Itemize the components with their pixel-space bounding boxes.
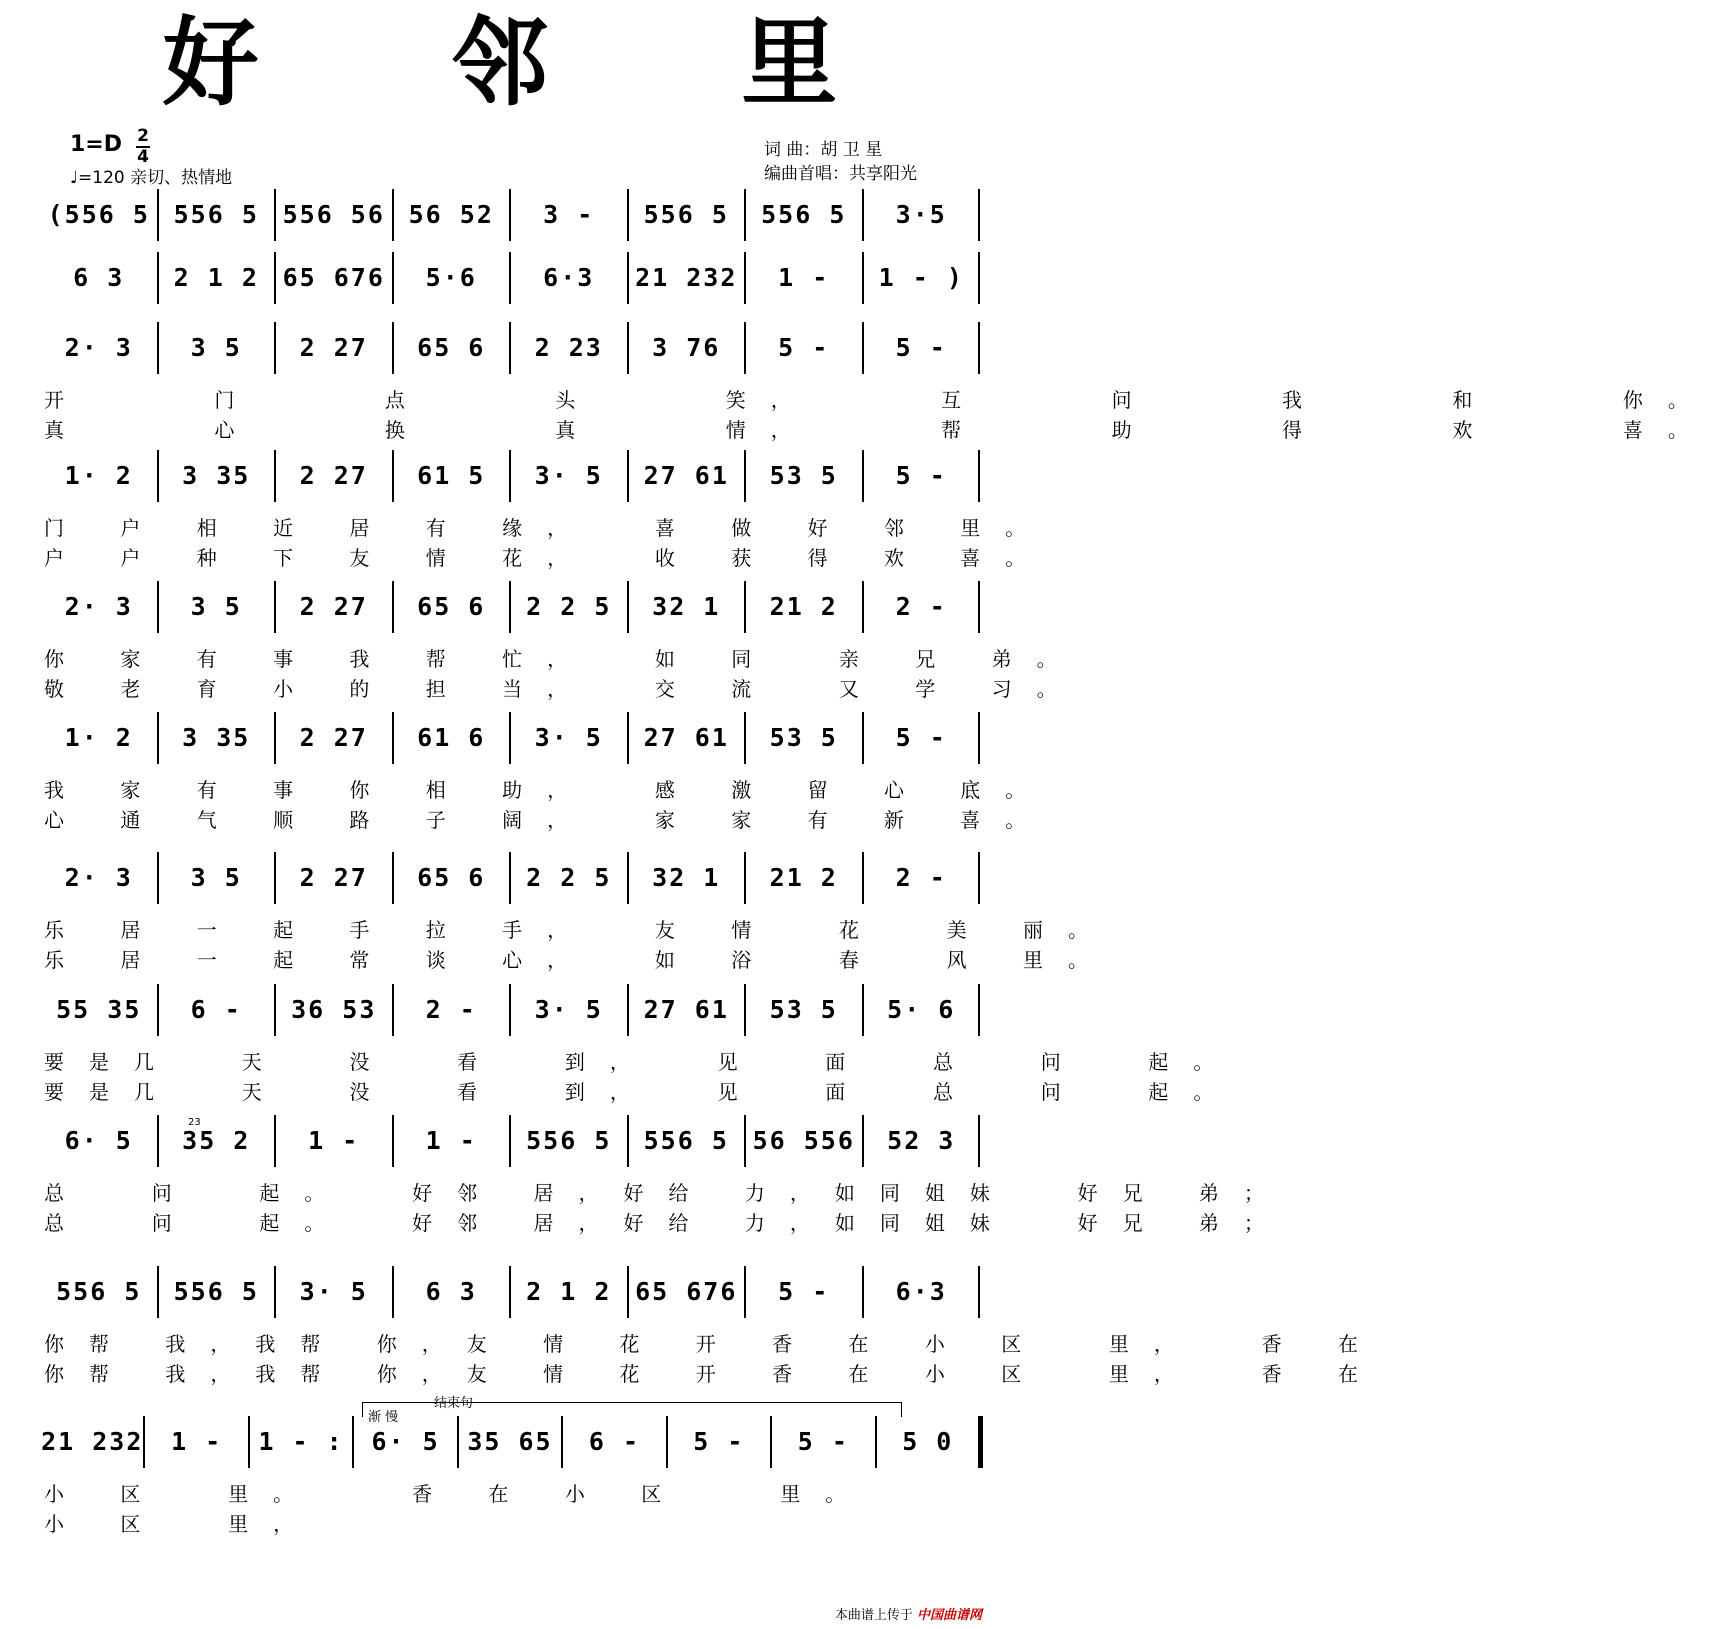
measure: 36 53	[291, 995, 377, 1024]
barline	[627, 1115, 629, 1167]
measure: 61 5	[417, 461, 486, 490]
notes-line	[40, 258, 980, 298]
barline	[978, 712, 980, 764]
measure: 1 - :	[258, 1427, 344, 1456]
grace-note: 23	[188, 1117, 201, 1128]
measure: 35 2	[182, 1126, 251, 1155]
notes-line	[40, 1121, 980, 1161]
barline	[978, 322, 980, 374]
lyrics-line-2: 总 问 起。 好邻 居，好给 力，如同姐妹 好兄 弟；	[44, 1211, 1289, 1235]
measure: 2 2 5	[526, 592, 612, 621]
footer: 本曲谱上传于 中国曲谱网	[834, 1608, 982, 1623]
barline	[744, 450, 746, 502]
measure: (556 5	[47, 200, 150, 229]
measure: 6·3	[543, 263, 595, 292]
measure: 1· 2	[64, 723, 133, 752]
barline	[744, 1266, 746, 1318]
barline	[392, 712, 394, 764]
measure: 6 3	[425, 1277, 477, 1306]
site-logo: 中国曲谱网	[916, 1608, 982, 1623]
barline	[157, 984, 159, 1036]
barline	[392, 1266, 394, 1318]
measure: 56 52	[408, 200, 494, 229]
barline	[627, 322, 629, 374]
measure: 3 76	[652, 333, 721, 362]
barline	[392, 1115, 394, 1167]
lyrics-line-2: 要是几 天 没 看 到， 见 面 总 问 起。	[44, 1080, 1239, 1104]
barline	[862, 852, 864, 904]
measure: 65 6	[417, 592, 486, 621]
lyrics-line-1: 你 家 有 事 我 帮 忙， 如 同 亲 兄 弟。	[44, 647, 1082, 671]
lyrics-line-2: 你帮 我，我帮 你，友 情 花 开 香 在 小 区 里， 香 在	[44, 1362, 1384, 1386]
measure: 3· 5	[534, 723, 603, 752]
barline	[978, 984, 980, 1036]
barline	[862, 581, 864, 633]
measure: 6 -	[190, 995, 242, 1024]
barline	[978, 1266, 980, 1318]
measure: 5 -	[895, 461, 947, 490]
measure: 2 27	[299, 863, 368, 892]
measure: 3 5	[190, 592, 242, 621]
barline	[744, 322, 746, 374]
measure: 53 5	[769, 461, 838, 490]
barline	[862, 1266, 864, 1318]
barline	[157, 581, 159, 633]
barline	[392, 252, 394, 304]
measure: 56 556	[752, 1126, 855, 1155]
measure: 3· 5	[534, 461, 603, 490]
measure: 556 5	[761, 200, 847, 229]
notes-line	[40, 718, 980, 758]
notes-line	[40, 1272, 980, 1312]
lyrics-line-1: 总 问 起。 好邻 居，好给 力，如同姐妹 好兄 弟；	[44, 1181, 1289, 1205]
ritardando-mark: 渐 慢	[368, 1410, 399, 1425]
lyrics-line-1: 开 门 点 头 笑， 互 问 我 和 你。	[44, 388, 1713, 412]
measure: 6·3	[895, 1277, 947, 1306]
measure: 3· 5	[534, 995, 603, 1024]
notes-line	[40, 858, 980, 898]
measure: 556 5	[173, 200, 259, 229]
credits	[764, 138, 917, 186]
barline	[157, 322, 159, 374]
barline	[862, 712, 864, 764]
measure: 6 -	[588, 1427, 641, 1456]
tempo-marking: ♩=120 亲切、热情地	[70, 168, 233, 188]
measure: 5 -	[778, 333, 830, 362]
barline	[627, 1266, 629, 1318]
lyrics-line-2: 敬 老 育 小 的 担 当， 交 流 又 学 习。	[44, 677, 1082, 701]
barline	[509, 581, 511, 633]
barline	[875, 1416, 877, 1468]
barline	[509, 322, 511, 374]
measure: 2 -	[425, 995, 477, 1024]
barline	[509, 450, 511, 502]
measure: 5 -	[797, 1427, 849, 1456]
measure: 3 5	[190, 333, 242, 362]
barline	[509, 252, 511, 304]
barline	[143, 1416, 145, 1468]
barline	[627, 189, 629, 241]
measure: 27 61	[643, 995, 729, 1024]
measure: 65 6	[417, 863, 486, 892]
notes-line	[40, 990, 980, 1030]
notes-line	[40, 587, 980, 627]
barline	[274, 984, 276, 1036]
barline	[744, 252, 746, 304]
measure: 65 676	[635, 1277, 738, 1306]
barline	[509, 1115, 511, 1167]
barline	[392, 852, 394, 904]
barline	[157, 252, 159, 304]
measure: 55 35	[56, 995, 142, 1024]
barline	[627, 852, 629, 904]
measure: 5 -	[895, 333, 947, 362]
measure: 32 1	[652, 863, 721, 892]
song-title: 好 邻 里	[162, 7, 918, 119]
barline	[274, 581, 276, 633]
credit-arranger: 编曲首唱：共享阳光	[764, 164, 917, 184]
barline	[392, 189, 394, 241]
barline	[862, 252, 864, 304]
barline	[561, 1416, 563, 1468]
barline	[157, 189, 159, 241]
time-signature: 2 4	[137, 126, 149, 167]
barline	[392, 581, 394, 633]
measure: 65 6	[417, 333, 486, 362]
measure: 2 27	[299, 723, 368, 752]
measure: 21 232	[41, 1427, 144, 1456]
barline	[392, 322, 394, 374]
barline	[862, 189, 864, 241]
barline	[509, 189, 511, 241]
barline	[274, 852, 276, 904]
measure: 2 -	[895, 592, 947, 621]
measure: 1 -	[171, 1427, 223, 1456]
measure: 556 5	[56, 1277, 142, 1306]
barline	[862, 322, 864, 374]
barline	[352, 1416, 354, 1468]
measure: 1 -	[425, 1126, 477, 1155]
barline	[157, 1266, 159, 1318]
notes-line	[40, 456, 980, 496]
barline	[157, 450, 159, 502]
notes-line	[40, 328, 980, 368]
measure: 21 232	[635, 263, 738, 292]
measure: 6 3	[73, 263, 125, 292]
lyrics-line-2: 户 户 种 下 友 情 花， 收 获 得 欢 喜。	[44, 546, 1051, 570]
measure: 2 1 2	[173, 263, 259, 292]
barline	[744, 712, 746, 764]
barline	[627, 984, 629, 1036]
measure: 2· 3	[64, 333, 133, 362]
measure: 53 5	[769, 723, 838, 752]
measure: 65 676	[282, 263, 385, 292]
measure: 21 2	[769, 592, 838, 621]
measure: 3· 5	[299, 1277, 368, 1306]
barline	[978, 1416, 983, 1468]
lyrics-line-2: 乐 居 一 起 常 谈 心， 如 浴 春 风 里。	[44, 948, 1114, 972]
barline	[744, 984, 746, 1036]
measure: 1· 2	[64, 461, 133, 490]
measure: 1 -	[308, 1126, 360, 1155]
measure: 556 5	[526, 1126, 612, 1155]
barline	[666, 1416, 668, 1468]
barline	[157, 852, 159, 904]
barline	[392, 984, 394, 1036]
lyrics-line-1: 我 家 有 事 你 相 助， 感 激 留 心 底。	[44, 778, 1051, 802]
credit-composer: 词 曲：胡 卫 星	[764, 140, 883, 160]
barline	[274, 450, 276, 502]
barline	[392, 450, 394, 502]
barline	[274, 712, 276, 764]
barline	[274, 1266, 276, 1318]
measure: 5· 6	[887, 995, 956, 1024]
measure: 35 65	[467, 1427, 553, 1456]
measure: 2 27	[299, 461, 368, 490]
measure: 2· 3	[64, 863, 133, 892]
measure: 2 27	[299, 592, 368, 621]
barline	[770, 1416, 772, 1468]
measure: 556 5	[643, 200, 729, 229]
measure: 2 27	[299, 333, 368, 362]
barline	[274, 322, 276, 374]
measure: 3·5	[895, 200, 947, 229]
barline	[744, 581, 746, 633]
barline	[978, 581, 980, 633]
lyrics-line-1: 乐 居 一 起 手 拉 手， 友 情 花 美 丽。	[44, 918, 1114, 942]
barline	[509, 852, 511, 904]
measure: 5 0	[902, 1427, 954, 1456]
barline	[862, 1115, 864, 1167]
measure: 53 5	[769, 995, 838, 1024]
lyrics-line-1: 你帮 我，我帮 你，友 情 花 开 香 在 小 区 里， 香 在	[44, 1332, 1384, 1356]
notes-line	[40, 1422, 980, 1462]
measure: 5 -	[895, 723, 947, 752]
measure: 1 -	[778, 263, 830, 292]
barline	[509, 984, 511, 1036]
measure: 556 5	[643, 1126, 729, 1155]
barline	[744, 852, 746, 904]
measure: 6· 5	[64, 1126, 133, 1155]
barline	[627, 252, 629, 304]
measure: 556 5	[173, 1277, 259, 1306]
measure: 556 56	[282, 200, 385, 229]
barline	[978, 252, 980, 304]
notes-line	[40, 195, 980, 235]
measure: 21 2	[769, 863, 838, 892]
measure: 5 -	[778, 1277, 830, 1306]
barline	[978, 450, 980, 502]
measure: 5·6	[425, 263, 477, 292]
measure: 32 1	[652, 592, 721, 621]
barline	[274, 252, 276, 304]
barline	[248, 1416, 250, 1468]
barline	[862, 984, 864, 1036]
barline	[627, 712, 629, 764]
key-signature: 1=D	[70, 132, 123, 157]
measure: 27 61	[643, 723, 729, 752]
barline	[509, 712, 511, 764]
measure: 3 35	[182, 461, 251, 490]
lyrics-line-2: 心 通 气 顺 路 子 阔， 家 家 有 新 喜。	[44, 808, 1051, 832]
ending-mark: 结束句	[434, 1396, 474, 1411]
barline	[457, 1416, 459, 1468]
lyrics-line-1: 小 区 里。 香 在 小 区 里。	[44, 1482, 871, 1506]
measure: 27 61	[643, 461, 729, 490]
ending-bracket	[362, 1402, 902, 1417]
measure: 6· 5	[371, 1427, 440, 1456]
measure: 2 -	[895, 863, 947, 892]
measure: 61 6	[417, 723, 486, 752]
barline	[157, 712, 159, 764]
lyrics-line-1: 要是几 天 没 看 到， 见 面 总 问 起。	[44, 1050, 1239, 1074]
barline	[627, 450, 629, 502]
barline	[274, 189, 276, 241]
measure: 52 3	[887, 1126, 956, 1155]
barline	[862, 450, 864, 502]
measure: 2 1 2	[526, 1277, 612, 1306]
barline	[157, 1115, 159, 1167]
measure: 1 - )	[878, 263, 964, 292]
barline	[978, 189, 980, 241]
barline	[744, 189, 746, 241]
barline	[978, 852, 980, 904]
measure: 3 35	[182, 723, 251, 752]
barline	[978, 1115, 980, 1167]
measure: 2 23	[534, 333, 603, 362]
measure: 5 -	[693, 1427, 745, 1456]
barline	[627, 581, 629, 633]
measure: 2· 3	[64, 592, 133, 621]
measure: 3 5	[190, 863, 242, 892]
lyrics-line-1: 门 户 相 近 居 有 缘， 喜 做 好 邻 里。	[44, 516, 1051, 540]
barline	[509, 1266, 511, 1318]
lyrics-line-2: 真 心 换 真 情， 帮 助 得 欢 喜。	[44, 418, 1713, 442]
measure: 3 -	[543, 200, 595, 229]
barline	[744, 1115, 746, 1167]
measure: 2 2 5	[526, 863, 612, 892]
lyrics-line-2: 小 区 里，	[44, 1512, 319, 1536]
barline	[274, 1115, 276, 1167]
